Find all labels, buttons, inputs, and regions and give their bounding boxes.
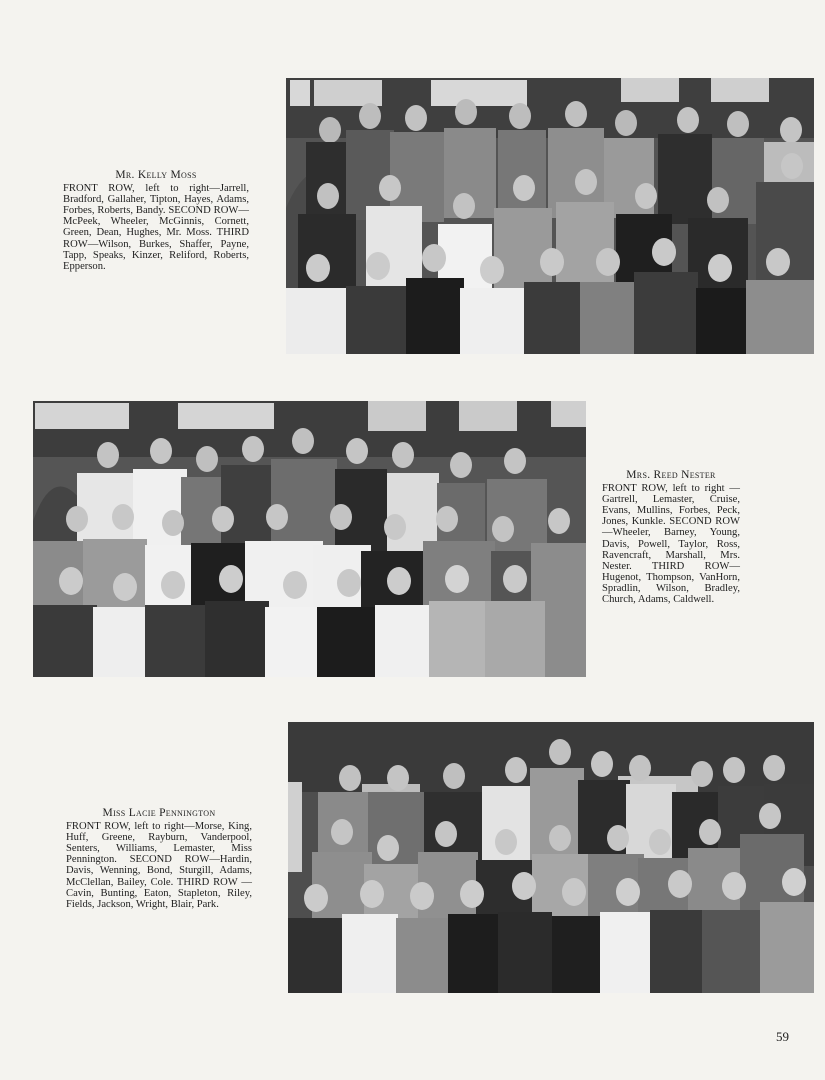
row-listing: FRONT ROW, left to right—Morse, King, Huff, Greene, Rayburn, Vanderpool, Senters, Williams, Lemaster, Miss Pennington. SECOND ROW—Hardin, Davis, Wenning, Bond, Sturgill, Adams, McClellan, Bailey, Cole. THIRD ROW —Cavin, Bunting, Eaton, Stapleton, Riley, Fields, Jackson, Wright, Blair, Park. [66,821,252,910]
row-listing: FRONT ROW, left to right—Jarrell, Bradford, Gallaher, Tipton, Hayes, Adams, Forbes, Roberts, Bandy. SECOND ROW— McPeek, Wheeler, McGinnis, Cornett, Green, Dean, Hughes, Mr. Moss. THIRD ROW—Wilson, Burkes, Shaffer, Payne, Tapp, Speaks, Kinzer, Reliford, Roberts, Epperson. [63,183,249,272]
class-photo-pennington [288,722,814,993]
group-photo-image [288,722,814,993]
row-listing: FRONT ROW, left to right —Gartrell, Lemaster, Cruise, Evans, Mullins, Forbes, Peck, Jones, Kunkle. SECOND ROW—Wheeler, Barney, Young, Davis, Powell, Taylor, Ross, Ravencraft, Marshall, Mrs. Nester. THIRD ROW— Hugenot, Thompson, VanHorn, Spradlin, Wilson, Bradley, Church, Adams, Caldwell. [602,483,740,606]
class-photo-nester [33,401,586,677]
teacher-name: Mrs. Reed Nester [626,469,716,481]
group-photo-image [33,401,586,677]
page-number: 59 [776,1029,789,1044]
caption-moss [63,170,249,272]
group-photo-image [286,78,814,354]
teacher-name: Mr. Kelly Moss [115,169,197,181]
teacher-name: Miss Lacie Pennington [102,807,216,819]
caption-pennington [66,808,252,910]
class-photo-moss [286,78,814,354]
caption-nester [602,470,740,605]
